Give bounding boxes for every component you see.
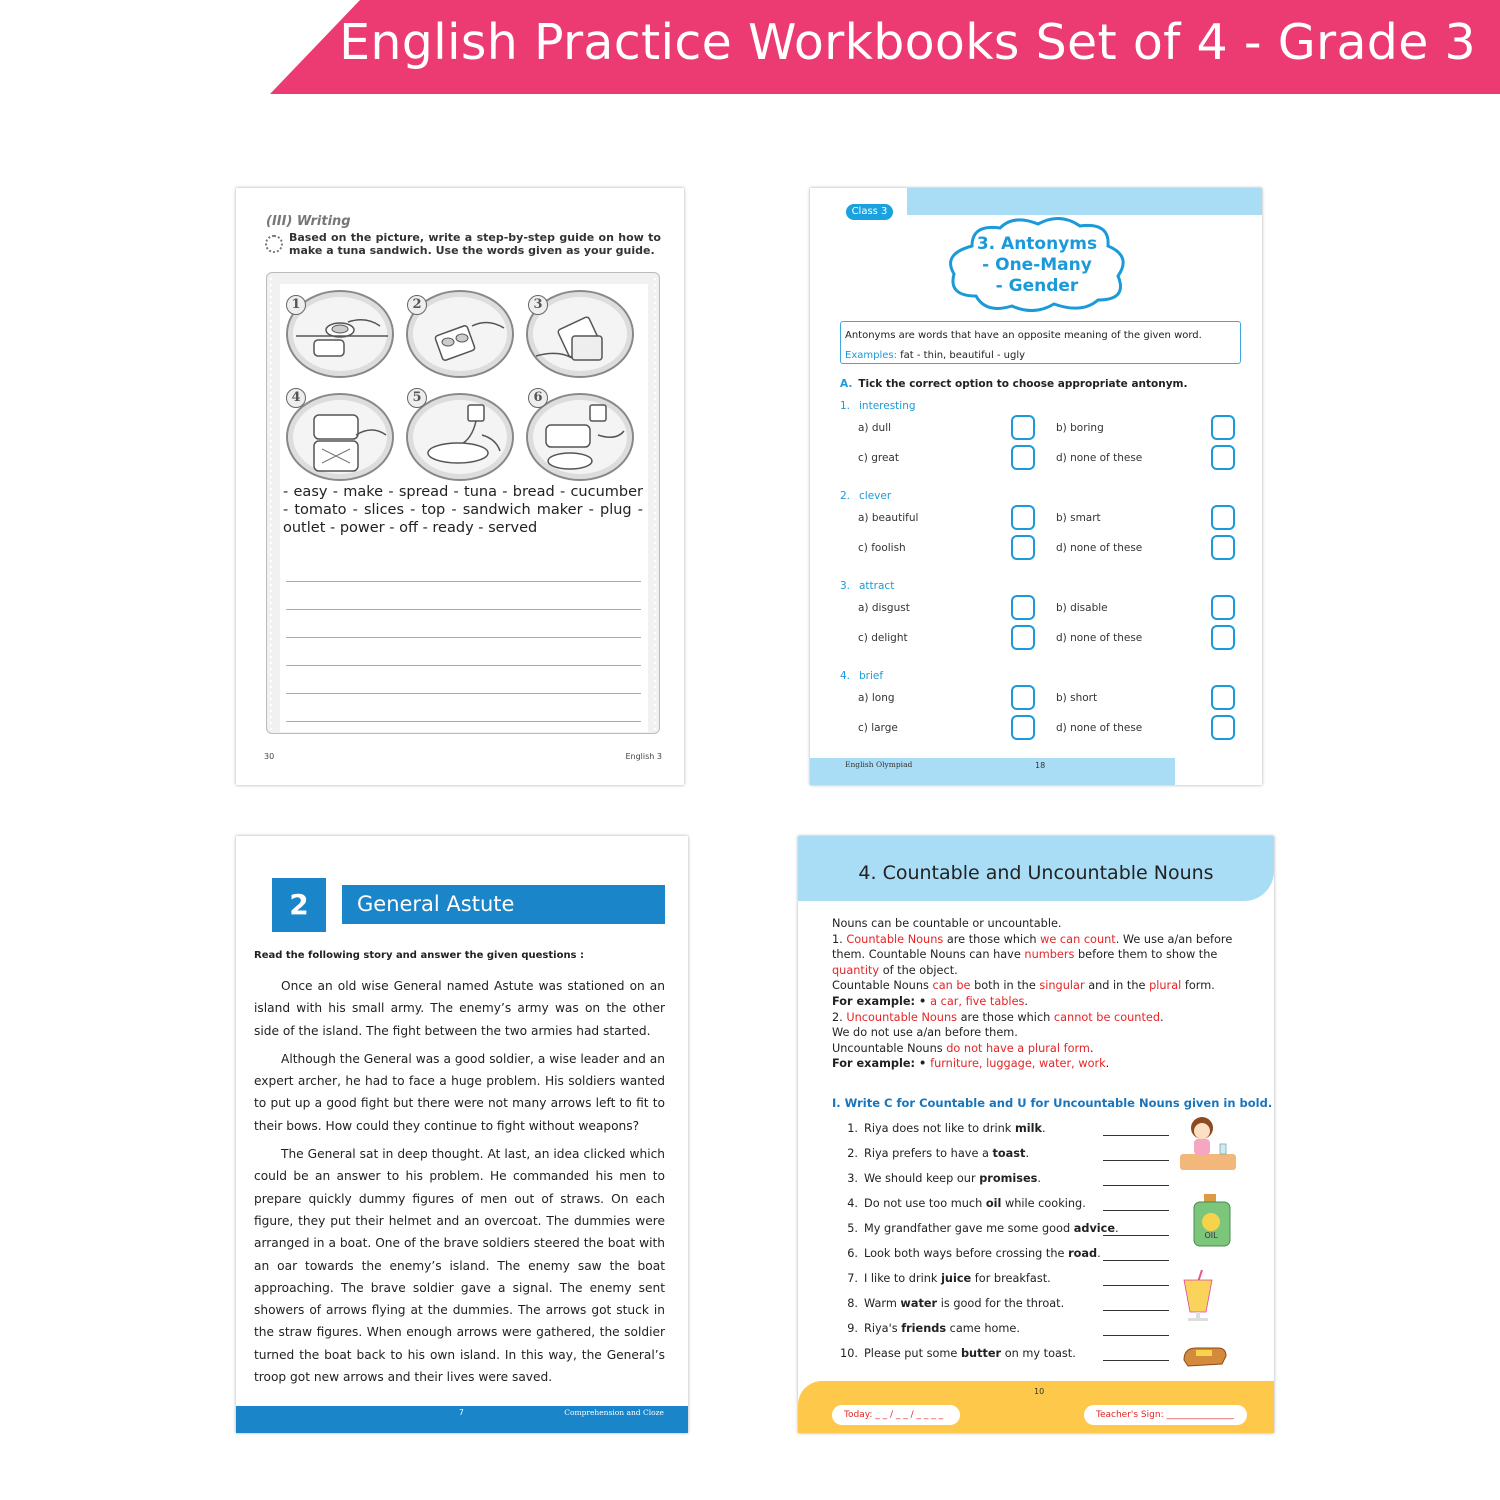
story-page: [236, 836, 688, 1433]
highlight: Countable Nouns: [846, 932, 944, 946]
bold-noun: butter: [960, 1347, 1002, 1360]
sentence-text: .: [1025, 1147, 1030, 1160]
text: are those which: [957, 1010, 1054, 1024]
question-word: [840, 580, 894, 592]
answer-option: a) dull: [858, 422, 892, 434]
text: 2.: [832, 1010, 847, 1024]
sentence-item: [838, 1222, 1119, 1235]
sentence-text: Please put some: [864, 1347, 961, 1360]
answer-blank[interactable]: [1103, 1360, 1169, 1361]
footer-title: English Olympiad: [845, 760, 913, 769]
question-word: [840, 400, 916, 412]
definition-text: Antonyms are words that have an opposite meaning of the given word.: [845, 330, 1202, 341]
instruction-text: Based on the picture, write a step-by-step guide on how to make a tuna sandwich. Use the words given as your guide.: [289, 231, 661, 257]
answer-blank[interactable]: [1103, 1260, 1169, 1261]
story-paragraph: The General sat in deep thought. At last, an idea clicked which could be an answer to his problem. He commanded his men to prepare quickly dummy figures of men out of straws. On each figure, they put their helmet and an overcoat. The dummies were arranged in a boat. One of the brave soldiers steered the boat with an oar towards the enemy’s island. The enemy saw the boat approaching. The brave soldier gave a signal. The enemy sent showers of arrows flying at the dummies. The arrows got stuck in the straw figures. When enough arrows were gathered, the soldier turned the boat back to his own island. In this way, the General’s troop got new arrows and their lives were saved.: [254, 1147, 665, 1385]
answer-option: b) short: [1056, 692, 1098, 704]
examples-text: fat - thin, beautiful - ugly: [896, 350, 1026, 361]
intro-line: Nouns can be countable or uncountable.: [832, 917, 1062, 930]
frame-border-dots: [652, 276, 658, 730]
question-text: brief: [859, 670, 884, 682]
answer-checkbox[interactable]: [1211, 505, 1235, 530]
sentence-text: .: [1115, 1222, 1119, 1235]
sentence-item: [838, 1122, 1046, 1135]
sentence-number: 9.: [847, 1322, 858, 1335]
countable-definition: [832, 932, 1252, 979]
exercise-title: I. Write C for Countable and U for Uncountable Nouns given in bold.: [832, 1096, 1273, 1110]
sentence-number: 7.: [847, 1272, 858, 1285]
highlight: plural: [1149, 979, 1182, 993]
answer-blank[interactable]: [1103, 1135, 1169, 1136]
answer-blank[interactable]: [1103, 1185, 1169, 1186]
question-number: 1.: [840, 400, 851, 412]
countable-form-line: [832, 978, 1252, 994]
sentence-number: 6.: [847, 1247, 858, 1260]
chapter-number: 2: [272, 878, 326, 932]
uncountable-note: We do not use a/an before them.: [832, 1026, 1018, 1040]
sentence-number: 1.: [847, 1122, 858, 1135]
answer-checkbox[interactable]: [1011, 715, 1035, 740]
bold-noun: road: [1068, 1247, 1098, 1260]
bold-noun: milk: [1014, 1122, 1042, 1135]
highlight: numbers: [1024, 948, 1075, 962]
sentence-number: 10.: [840, 1347, 858, 1360]
sentence-text: Riya prefers to have a: [864, 1147, 993, 1160]
answer-checkbox[interactable]: [1011, 595, 1035, 620]
highlight: Uncountable Nouns: [846, 1010, 958, 1024]
sentence-text: .: [1041, 1122, 1046, 1135]
answer-checkbox[interactable]: [1211, 445, 1235, 470]
answer-checkbox[interactable]: [1011, 685, 1035, 710]
sentence-item: [838, 1322, 1020, 1335]
step-number: 2: [407, 295, 427, 315]
footer-title: Comprehension and Cloze: [564, 1408, 664, 1417]
answer-blank[interactable]: [1103, 1335, 1169, 1336]
footer-title: English 3: [625, 752, 662, 761]
sentence-item: [838, 1197, 1086, 1210]
example-label: For example: •: [832, 1057, 931, 1071]
frame-border-dots: [268, 276, 274, 730]
juice-glass-illustration: [1180, 1268, 1216, 1322]
bold-noun: oil: [985, 1197, 1002, 1210]
gear-icon: [265, 235, 283, 253]
text: form.: [1181, 979, 1215, 993]
question-text: clever: [859, 490, 892, 502]
writing-line: [286, 637, 641, 638]
page-number: 10: [1034, 1387, 1045, 1396]
example-line: [832, 994, 1252, 1010]
text: before them to show the: [1074, 948, 1218, 962]
text: of the object.: [879, 963, 958, 977]
section-heading: (III) Writing: [266, 214, 351, 229]
answer-blank[interactable]: [1103, 1235, 1169, 1236]
question-text: attract: [859, 580, 895, 592]
sentence-text: for breakfast.: [971, 1272, 1051, 1285]
bold-noun: juice: [941, 1272, 972, 1285]
uncountable-form-line: [832, 1041, 1252, 1057]
example-line: [832, 1056, 1252, 1072]
title-line: - Gender: [995, 276, 1079, 296]
example-label: For example: •: [832, 994, 931, 1008]
sentence-text: We should keep our: [864, 1172, 980, 1185]
bold-noun: promises: [979, 1172, 1038, 1185]
section-letter: A.: [840, 378, 853, 390]
instruction-text: Tick the correct option to choose appropriate antonym.: [858, 378, 1188, 390]
bold-noun: friends: [901, 1322, 947, 1335]
chapter-title: [952, 234, 1122, 297]
highlight: do not have a plural form: [946, 1041, 1090, 1055]
lesson-text: [832, 916, 1252, 1072]
sentence-text: I like to drink: [864, 1272, 942, 1285]
answer-option: c) delight: [858, 632, 908, 644]
exercise-instruction: [840, 378, 1187, 390]
answer-option: a) beautiful: [858, 512, 919, 524]
answer-checkbox[interactable]: [1211, 595, 1235, 620]
sentence-number: 5.: [847, 1222, 858, 1235]
sentence-text: is good for the throat.: [937, 1297, 1065, 1310]
step-illustration: [286, 393, 394, 481]
question-number: 3.: [840, 580, 851, 592]
highlight: cannot be counted: [1053, 1010, 1161, 1024]
toast-illustration: [1180, 1342, 1228, 1370]
text: and in the: [1084, 979, 1150, 993]
sentence-text: while cooking.: [1001, 1197, 1086, 1210]
question-number: 2.: [840, 490, 851, 502]
sentence-item: [838, 1272, 1051, 1285]
writing-worksheet-page: [236, 188, 684, 785]
instruction-text: Read the following story and answer the given questions :: [254, 950, 584, 961]
word-bank: - easy - make - spread - tuna - bread - cucumber - tomato - slices - top - sandwich maker - plug - outlet - power - off - ready - served: [283, 484, 643, 536]
sentence-text: Do not use too much: [864, 1197, 986, 1210]
sentence-text: on my toast.: [1001, 1347, 1076, 1360]
bold-noun: advice: [1073, 1222, 1116, 1235]
page-number: 7: [459, 1408, 464, 1417]
girl-drinking-illustration: [1176, 1114, 1240, 1172]
sentence-number: 8.: [847, 1297, 858, 1310]
answer-checkbox[interactable]: [1211, 625, 1235, 650]
teacher-sign-field: Teacher's Sign: _______________: [1084, 1405, 1247, 1425]
sentence-text: .: [1097, 1247, 1101, 1260]
oil-can-illustration: [1190, 1192, 1234, 1248]
answer-blank[interactable]: [1103, 1310, 1169, 1311]
top-color-bar: [907, 188, 1262, 215]
highlight: quantity: [832, 963, 880, 977]
answer-checkbox[interactable]: [1211, 535, 1235, 560]
text: Uncountable Nouns: [832, 1041, 947, 1055]
answer-checkbox[interactable]: [1011, 625, 1035, 650]
text: .: [1160, 1010, 1164, 1024]
writing-line: [286, 581, 641, 582]
writing-line: [286, 693, 641, 694]
text: .: [1089, 1041, 1094, 1055]
answer-checkbox[interactable]: [1211, 685, 1235, 710]
sentence-item: [838, 1147, 1029, 1160]
writing-line: [286, 665, 641, 666]
answer-checkbox[interactable]: [1211, 715, 1235, 740]
answer-option: d) none of these: [1056, 542, 1143, 554]
answer-option: a) long: [858, 692, 895, 704]
antonyms-worksheet-page: [810, 188, 1262, 785]
highlight: singular: [1039, 979, 1085, 993]
answer-checkbox[interactable]: [1011, 445, 1035, 470]
step-number: 1: [286, 295, 306, 315]
sentence-text: .: [1037, 1172, 1041, 1185]
highlight: can be: [932, 979, 971, 993]
oil-label: OIL: [1204, 1231, 1218, 1240]
highlight: we can count: [1040, 932, 1116, 946]
story-text: [254, 975, 665, 1394]
step-number: 3: [528, 295, 548, 315]
sentence-number: 2.: [847, 1147, 858, 1160]
answer-blank[interactable]: [1103, 1210, 1169, 1211]
story-paragraph: Once an old wise General named Astute was stationed on an island with his small army. The enemy’s army was on the other side of the island. The fight between the two armies had started.: [254, 979, 665, 1038]
banner-title: English Practice Workbooks Set of 4 - Grade 3: [339, 14, 1476, 71]
answer-option: b) disable: [1056, 602, 1108, 614]
highlight: a car, five tables: [930, 994, 1025, 1008]
answer-checkbox[interactable]: [1211, 415, 1235, 440]
bold-noun: toast: [992, 1147, 1026, 1160]
class-tag: Class 3: [846, 204, 893, 220]
answer-checkbox[interactable]: [1011, 415, 1035, 440]
answer-checkbox[interactable]: [1011, 505, 1035, 530]
examples-line: [845, 346, 1236, 366]
title-line: - One-Many: [982, 255, 1092, 275]
sentence-text: Riya's: [864, 1322, 902, 1335]
chapter-title: 4. Countable and Uncountable Nouns: [858, 862, 1214, 884]
question-number: 4.: [840, 670, 851, 682]
sentence-item: [838, 1172, 1041, 1185]
sentence-text: Warm: [864, 1297, 901, 1310]
sentence-number: 3.: [847, 1172, 858, 1185]
text: . We use a/an before them. Countable Nouns can have: [832, 932, 1233, 962]
text: are those which: [943, 932, 1041, 946]
nouns-worksheet-page: [798, 836, 1274, 1433]
question-word: [840, 670, 883, 682]
uncountable-definition: [832, 1010, 1252, 1026]
sentence-item: [838, 1297, 1064, 1310]
sentence-text: Look both ways before crossing the: [864, 1247, 1069, 1260]
answer-option: c) foolish: [858, 542, 906, 554]
text: both in the: [970, 979, 1040, 993]
step-number: 6: [528, 388, 548, 408]
answer-blank[interactable]: [1103, 1160, 1169, 1161]
sentence-number: 4.: [847, 1197, 858, 1210]
step-number: 4: [286, 388, 306, 408]
answer-option: d) none of these: [1056, 722, 1143, 734]
text: .: [1024, 994, 1029, 1008]
sentence-item: [838, 1247, 1101, 1260]
answer-option: b) smart: [1056, 512, 1101, 524]
answer-option: a) disgust: [858, 602, 910, 614]
text: 1.: [832, 932, 847, 946]
sentence-text: came home.: [946, 1322, 1020, 1335]
answer-option: b) boring: [1056, 422, 1104, 434]
answer-option: d) none of these: [1056, 452, 1143, 464]
writing-line: [286, 721, 641, 722]
examples-label: Examples:: [845, 350, 897, 361]
title-line: 3. Antonyms: [976, 234, 1098, 254]
chapter-title: General Astute: [342, 885, 665, 924]
answer-checkbox[interactable]: [1011, 535, 1035, 560]
text: Countable Nouns: [832, 979, 933, 993]
sentence-text: My grandfather gave me some good: [864, 1222, 1074, 1235]
question-text: interesting: [859, 400, 916, 412]
writing-line: [286, 609, 641, 610]
page-number: 30: [264, 752, 275, 761]
question-word: [840, 490, 891, 502]
answer-option: c) large: [858, 722, 898, 734]
text: .: [1105, 1057, 1110, 1071]
sentence-item: [838, 1347, 1076, 1360]
answer-option: d) none of these: [1056, 632, 1143, 644]
answer-option: c) great: [858, 452, 899, 464]
story-paragraph: Although the General was a good soldier, a wise leader and an expert archer, he had to face a huge problem. His soldiers wanted to put up a good fight but there were not many arrows left to fit to their bows. How could they continue to fight without weapons?: [254, 1051, 665, 1133]
definition-box: [840, 321, 1241, 364]
highlight: furniture, luggage, water, work: [930, 1057, 1106, 1071]
answer-blank[interactable]: [1103, 1285, 1169, 1286]
step-number: 5: [407, 388, 427, 408]
page-number: 18: [1035, 761, 1046, 770]
date-field: Today: _ _ / _ _ / _ _ _ _: [832, 1405, 960, 1425]
sentence-text: Riya does not like to drink: [864, 1122, 1015, 1135]
bold-noun: water: [900, 1297, 938, 1310]
